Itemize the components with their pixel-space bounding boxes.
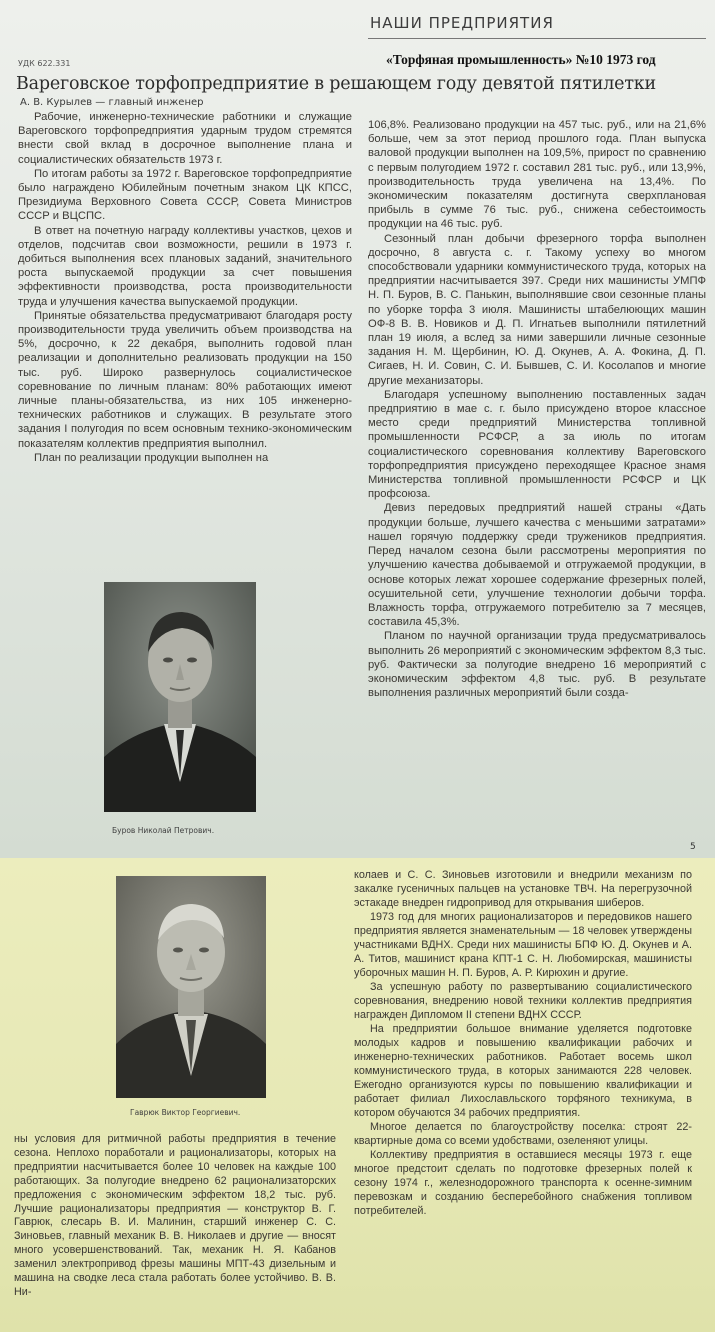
paragraph: В ответ на почетную награду коллективы участков, цехов и отделов, подсчитав свои возможности, решили в 1973 г. добиться выполнения всех плановых заданий, значительного роста выпускаемой продукции за счет повышения эффективности производства, роста производительности труда и улучшения качества выпускаемой продукции. [18, 224, 352, 308]
paragraph: Рабочие, инженерно-технические работники и служащие Вареговского торфопредприятия ударным трудом стремятся внести свой вклад в досрочное выполнение плана и социалистических обязательств 1973 г. [18, 111, 352, 166]
text-column-1 [18, 110, 352, 576]
paragraph: Коллективу предприятия в оставшиеся месяцы 1973 г. еще многое предстоит сделать по подготовке фрезерных полей к сезону 1974 г., железнодорожного транспорта к осенне-зимним перевозкам и созданию бесперебойного снабжения топливом потребителей. [354, 1149, 692, 1217]
text-column-3 [14, 1133, 336, 1328]
paragraph: 1973 год для многих рационализаторов и передовиков нашего предприятия является знаменательным — 18 человек утверждены участниками ВДНХ. Среди них машинисты БПФ Ю. Д. Окунев и А. А. Титов, машинист крана КПТ-1 С. Н. Любомирская, машинисты уборочных машин Н. П. Буров, А. Р. Кирюхин и другие. [354, 911, 692, 979]
udk-code: УДК 622.331 [18, 59, 71, 68]
portrait-photo-burov [104, 582, 256, 812]
paragraph: колаев и С. С. Зиновьев изготовили и внедрили механизм по закалке гусеничных пальцев на установке ТВЧ. На перегрузочной эстакаде внедрен гидропривод для открывания шиберов. [354, 869, 692, 909]
portrait-photo-gavryuk [116, 876, 266, 1098]
article-title: Вареговское торфопредприятие в решающем году девятой пятилетки [16, 74, 657, 94]
text-column-4 [354, 868, 692, 1330]
article-author: А. В. Курылев — главный инженер [20, 97, 204, 108]
paragraph: Благодаря успешному выполнению поставленных задач предприятию в мае с. г. было присуждено второе классное место среди предприятий Министерства топливной промышленности РСФСР, а за июль по итогам социалистического соревнования коллективу Вареговского торфопредприятия присуждено переходящее Красное знамя Министерства топливной промышленности РСФСР и ЦК профсоюза. [368, 388, 706, 501]
paragraph: Сезонный план добычи фрезерного торфа выполнен досрочно, 8 августа с. г. Такому успеху во многом способствовали ударники коммунистического труда, которых на предприятии насчитывается 397. Среди них машинисты УМПФ Н. П. Буров, В. С. Панькин, выполнявшие свои сезонные планы по уборке торфа 3 июля. Машинисты штабелюющих машин ОФ-8 В. В. Новиков и Д. П. Игнатьев выполнили пятилетний план 19 июля, а вслед за ними завершили личные сезонные задания Н. М. Щербинин, Ю. Д. Окунев, А. А. Фокина, Д. П. Сигаев, Н. И. Совин, С. И. Бывшев, С. И. Косолапов и многие другие механизаторы. [368, 232, 706, 387]
photo-caption: Буров Николай Петрович. [112, 826, 215, 835]
portrait-image [116, 876, 266, 1098]
paragraph: На предприятии большое внимание уделяется подготовке молодых кадров и повышению квалификации рабочих и инженерно-технических работников. Работает восемь школ коммунистического труда, в которых занимаются 228 человек. Ежегодно организуются курсы по повышению квалификации и работает филиал Лихославльского торфяного техникума, в котором обучаются 34 рабочих предприятия. [354, 1023, 692, 1119]
text-column-2 [368, 118, 706, 842]
paragraph: Девиз передовых предприятий нашей страны «Дать продукции больше, лучшего качества с меньшими затратами» нашел горячую поддержку среди тружеников предприятия. Перед началом сезона были рассмотрены мероприятия по улучшению качества добываемой и отгружаемой продукции, в основе которых лежат хорошее содержание фрезерных полей, осушительной сети, улучшение технологии добычи торфа. Влажность торфа, отгружаемого потребителю за 7 месяцев, составила 45,3%. [368, 502, 706, 629]
paragraph: По итогам работы за 1972 г. Вареговское торфопредприятие было награждено Юбилейным почетным знаком ЦК КПСС, Президиума Верховного Совета СССР, Совета Министров СССР и ВЦСПС. [18, 167, 352, 223]
paragraph: План по реализации продукции выполнен на [34, 451, 269, 464]
paragraph: Многое делается по благоустройству поселка: строят 22-квартирные дома со всеми удобствами, озеленяют улицы. [354, 1121, 692, 1147]
paragraph: ны условия для ритмичной работы предприятия в течение сезона. Неплохо поработали и рационализаторы, которых на предприятии насчитывается более 10 человек на каждые 100 работающих. За полугодие внедрено 62 рационализаторских предложения с экономическим эффектом 18,2 тыс. руб. Лучшие рационализаторы предприятия — конструктор В. Г. Гаврюк, слесарь В. И. Малинин, старший инженер С. С. Зиновьев, главный механик В. В. Николаев и другие — вносят много усовершенствований. Так, механик Н. Я. Кабанов заменил электропривод фрезы машины МПТ-43 дизельным и машина на сводке леса стала работать более устойчиво. В. В. Ни- [14, 1133, 336, 1298]
page-number: 5 [690, 842, 696, 852]
section-heading: НАШИ ПРЕДПРИЯТИЯ [370, 14, 554, 32]
magazine-page-2 [0, 858, 715, 1332]
source-note: «Торфяная промышленность» №10 1973 год [386, 52, 656, 67]
section-rule [368, 38, 706, 39]
paragraph: 106,8%. Реализовано продукции на 457 тыс. руб., или на 21,6% больше, чем за этот период прошлого года. План выпуска валовой продукции выполнен на 109,5%, прирост по сравнению с первым полугодием 1972 г. составил 281 тыс. руб., или 13,9%, производительность труда увеличена на 13,4%. По экономическим показателям достигнута сверхплановая прибыль в сумме 76 тыс. руб., снижена себестоимость продукции на 46 тыс. руб. [368, 119, 706, 231]
paragraph: Планом по научной организации труда предусматривалось выполнить 26 мероприятий с экономическим эффектом 8,3 тыс. руб. Фактически за полугодие внедрено 16 мероприятий с экономическим эффектом 4,8 тыс. руб. В результате выполнения различных мероприятий были созда- [368, 630, 706, 700]
photo-caption: Гаврюк Виктор Георгиевич. [130, 1108, 241, 1117]
portrait-image [104, 582, 256, 812]
paragraph: За успешную работу по развертыванию социалистического соревнования, внедрению новой техники коллектив предприятия награжден Дипломом II степени ВДНХ СССР. [354, 981, 692, 1021]
paragraph: Принятые обязательства предусматривают благодаря росту производительности труда увеличить объем производства на 5%, досрочно, к 22 декабря, выполнить годовой план реализации и дополнительно реализовать продукции на 150 тыс. руб. Широко развернулось социалистическое соревнование по личным планам: 80% работающих имеют личные планы-обязательства, из них 105 инженерно-технических работников и служащих. В результате этого задания I полугодия по всем основным технико-экономическим показателям коллектив предприятия выполнил. [18, 309, 352, 450]
